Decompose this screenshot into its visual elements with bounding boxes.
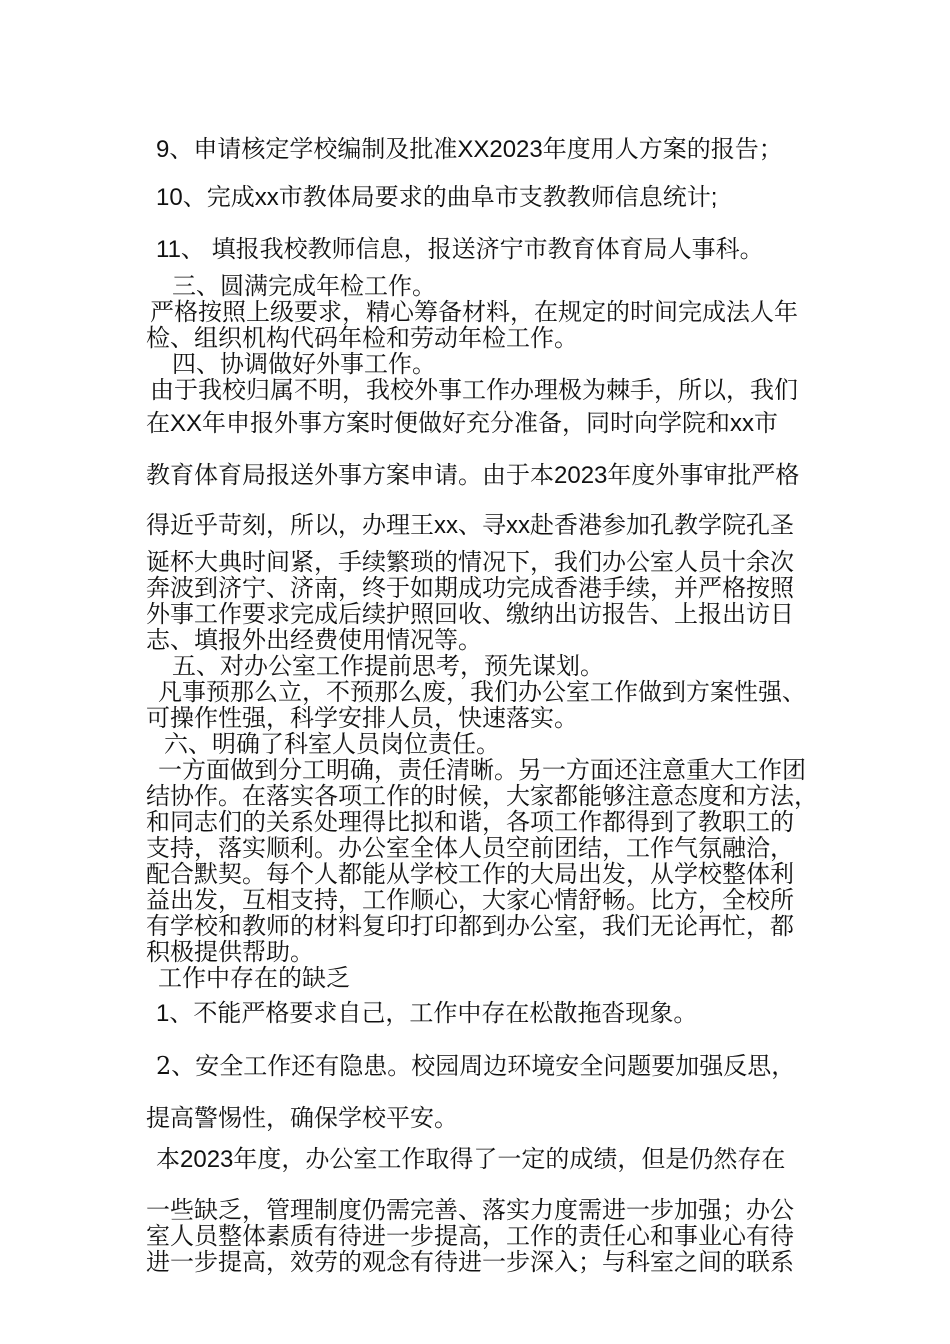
paragraph-line: 进一步提高，效劳的观念有待进一步深入；与科室之间的联系	[146, 1248, 794, 1276]
paragraph-line: 得近乎苛刻，所以，办理王xx、寻xx赴香港参加孔教学院孔圣	[146, 512, 794, 539]
list-item: 11、 填报我校教师信息，报送济宁市教育体育局人事科。	[156, 236, 764, 263]
paragraph-line: 检、组织机构代码年检和劳动年检工作。	[146, 324, 578, 352]
paragraph-line: 由于我校归属不明，我校外事工作办理极为棘手，所以，我们	[150, 376, 798, 404]
paragraph-line: 外事工作要求完成后续护照回收、缴纳出访报告、上报出访日	[146, 600, 794, 628]
list-item: 2、安全工作还有隐患。校园周边环境安全问题要加强反思，	[156, 1052, 796, 1080]
paragraph-line: 严格按照上级要求，精心筹备材料，在规定的时间完成法人年	[150, 298, 798, 326]
section-heading: 工作中存在的缺乏	[158, 964, 350, 992]
paragraph-line: 志、填报外出经费使用情况等。	[146, 626, 482, 654]
list-item: 10、完成xx市教体局要求的曲阜市支教教师信息统计;	[156, 184, 718, 211]
paragraph-line: 有学校和教师的材料复印打印都到办公室，我们无论再忙，都	[146, 912, 794, 940]
paragraph-line: 一些缺乏，管理制度仍需完善、落实力度需进一步加强；办公	[146, 1196, 794, 1224]
paragraph-line: 配合默契。每个人都能从学校工作的大局出发，从学校整体利	[146, 860, 794, 888]
paragraph-line: 和同志们的关系处理得比拟和谐，各项工作都得到了教职工的	[146, 808, 794, 836]
paragraph-line: 教育体育局报送外事方案申请。由于本2023年度外事审批严格	[146, 462, 800, 489]
section-heading: 三、圆满完成年检工作。	[172, 272, 436, 300]
paragraph-line: 在XX年申报外事方案时便做好充分准备，同时向学院和xx市	[146, 410, 779, 437]
paragraph-line: 提高警惕性，确保学校平安。	[146, 1104, 458, 1132]
paragraph-line: 本2023年度，办公室工作取得了一定的成绩，但是仍然存在	[156, 1146, 786, 1173]
section-heading: 四、协调做好外事工作。	[172, 350, 436, 378]
list-item: 1、不能严格要求自己，工作中存在松散拖沓现象。	[156, 1000, 698, 1027]
paragraph-line: 奔波到济宁、济南，终于如期成功完成香港手续，并严格按照	[146, 574, 794, 602]
section-heading: 六、明确了科室人员岗位责任。	[164, 730, 500, 758]
paragraph-line: 室人员整体素质有待进一步提高，工作的责任心和事业心有待	[146, 1222, 794, 1250]
paragraph-line: 一方面做到分工明确，责任清晰。另一方面还注意重大工作团	[158, 756, 806, 784]
paragraph-line: 结协作。在落实各项工作的时候，大家都能够注意态度和方法，	[146, 782, 818, 810]
paragraph-line: 可操作性强，科学安排人员，快速落实。	[146, 704, 578, 732]
paragraph-line: 凡事预那么立，不预那么废，我们办公室工作做到方案性强、	[158, 678, 806, 706]
paragraph-line: 诞杯大典时间紧，手续繁琐的情况下，我们办公室人员十余次	[146, 548, 794, 576]
paragraph-line: 积极提供帮助。	[146, 938, 314, 966]
section-heading: 五、对办公室工作提前思考，预先谋划。	[172, 652, 604, 680]
paragraph-line: 支持，落实顺利。办公室全体人员空前团结，工作气氛融洽，	[146, 834, 794, 862]
paragraph-line: 益出发，互相支持，工作顺心，大家心情舒畅。比方，全校所	[146, 886, 794, 914]
list-item: 9、申请核定学校编制及批准XX2023年度用人方案的报告；	[156, 136, 783, 163]
